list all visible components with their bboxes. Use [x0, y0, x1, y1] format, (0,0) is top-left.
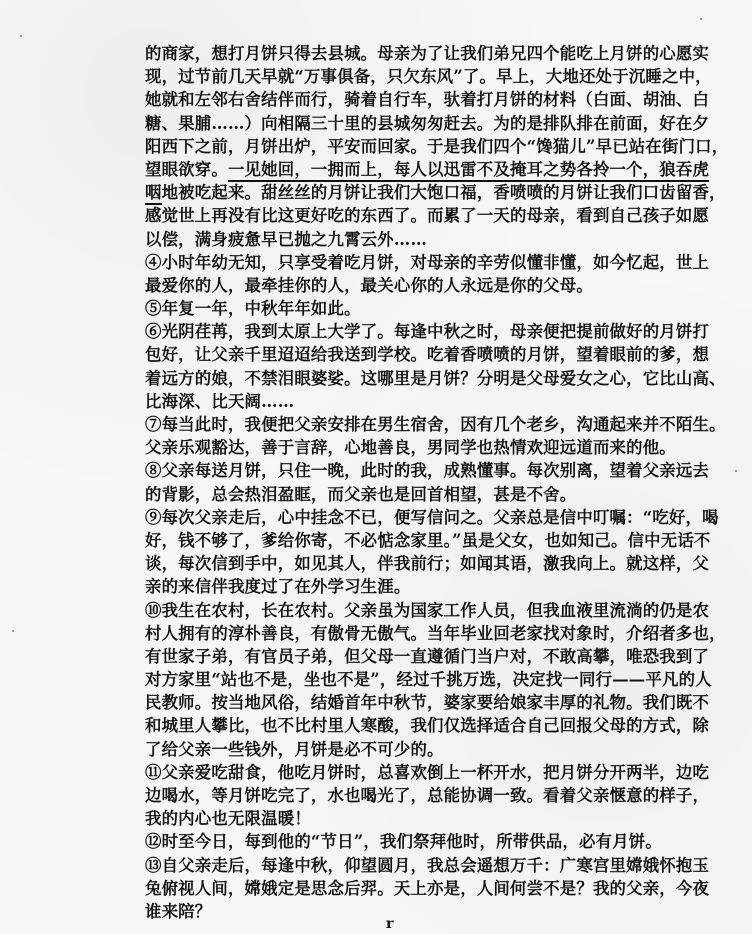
text-line: 糖、果脯……）向相隔三十里的县城匆匆赶去。为的是排队排在前面，好在夕: [145, 113, 710, 133]
text-line: 着远方的娘，不禁泪眼婆娑。这哪里是月饼？分明是父母爱女之心，它比山高、: [145, 368, 726, 388]
text-fragment: 望眼欲穿。: [145, 159, 228, 179]
text-line: [145, 181, 726, 204]
text-line: 以偿，满身疲惫早已抛之九霄云外……: [145, 229, 428, 249]
text-fragment: 地被吃起来。甜丝丝的月饼让我们大饱口福，香喷喷的月饼让我们口齿留香，: [161, 183, 726, 203]
text-line: ⑫时至今日，每到他的“节日”，我们祭拜他时，所带供品，必有月饼。: [145, 832, 662, 852]
underlined-sentence-end: 咽: [145, 183, 162, 205]
text-line: ⑦每当此时，我便把父亲安排在男生宿舍，因有几个老乡，沟通起来并不陌生。: [145, 415, 726, 434]
text-line: [145, 158, 710, 181]
text-line: 父亲乐观豁达，善于言辞，心地善良，男同学也热情欢迎远道而来的他。: [145, 438, 676, 458]
text-line: ⑨每次父亲走后，心中挂念不已，便写信问之。父亲总是信中叮嘱：“吃好，喝: [145, 507, 719, 527]
article-text: [145, 42, 729, 923]
text-line: ⑤年复一年，中秋年年如此。: [145, 299, 361, 319]
text-line: 和城里人攀比，也不比村里人寒酸，我们仅选择适合自己回报父母的方式，除: [145, 716, 710, 736]
text-line: 亲的来信伴我度过了在外学习生涯。: [145, 577, 411, 597]
page-number: r: [386, 916, 394, 932]
scan-speck: [735, 470, 737, 472]
text-line: 的商家，想打月饼只得去县城。母亲为了让我们弟兄四个能吃上月饼的心愿实: [145, 44, 710, 63]
text-line: ④小时年幼无知，只享受着吃月饼，对母亲的辛劳似懂非懂，如今忆起，世上: [145, 252, 710, 272]
text-line: 的背影，总会热泪盈眶，而父亲也是回首相望，甚是不舍。: [145, 484, 577, 504]
text-line: ⑥光阴荏苒，我到太原上大学了。每逢中秋之时，母亲便把提前做好的月饼打: [145, 322, 710, 342]
underlined-sentence: 一见她回，一拥而上，每人以迅雷不及掩耳之势各拎一个，狼吞虎: [228, 160, 709, 182]
text-line: 了给父亲一些钱外，月饼是必不可少的。: [145, 739, 444, 759]
text-line: 感觉世上再没有比这更好吃的东西了。而累了一天的母亲，看到自己孩子如愿: [145, 206, 710, 226]
text-line: 我的内心也无限温暖！: [145, 809, 311, 829]
text-line: 民教师。按当地风俗，结婚首年中秋节，婆家要给娘家丰厚的礼物。我们既不: [145, 693, 710, 713]
text-line: 阳西下之前，月饼出炉，平安而回家。于是我们四个“馋猫儿”早已站在街门口，: [145, 136, 729, 156]
text-line: ⑧父亲每送月饼，只住一晚，此时的我，成熟懂事。每次别离，望着父亲远去: [145, 461, 710, 481]
text-line: 包好，让父亲千里迢迢给我送到学校。吃着香喷喷的月饼，望着眼前的爹，想: [145, 345, 710, 365]
text-line: 最爱你的人，最牵挂你的人，最关心你的人永远是你的父母。: [145, 275, 593, 295]
text-line: 现，过节前几天早就“万事俱备，只欠东风”了。早上，大地还处于沉睡之中，: [145, 67, 712, 87]
text-line: 村人拥有的淳朴善良，有傲骨无傲气。当年毕业回老家找对象时，介绍者多也，: [145, 623, 726, 643]
scan-speck: [700, 18, 702, 20]
text-line: 她就和左邻右舍结伴而行，骑着自行车，驮着打月饼的材料（白面、胡油、白: [145, 90, 710, 110]
text-line: 有世家子弟，有官员子弟，但父母一直遵循门当户对，不敢高攀，唯恐我到了: [145, 646, 710, 666]
scan-speck: [12, 630, 14, 632]
text-line: 好，钱不够了，爹给你寄，不必惦念家里。”虽是父女，也如知己。信中无话不: [145, 530, 711, 550]
text-line: 兔俯视人间，嫦娥定是思念后羿。天上亦是，人间何尝不是？我的父亲，今夜: [145, 878, 710, 898]
text-line: 谁来陪？: [145, 901, 212, 921]
scan-speck: [20, 35, 22, 37]
text-line: ⑩我生在农村，长在农村。父亲虽为国家工作人员，但我血液里流淌的仍是农: [145, 600, 710, 620]
text-line: ⑪父亲爱吃甜食，他吃月饼时，总喜欢倒上一杯开水，把月饼分开两半，边吃: [145, 762, 710, 782]
text-line: 对方家里“站也不是，坐也不是”，经过千挑万选，决定找一同行——平凡的人: [145, 670, 712, 690]
text-line: ⑬自父亲走后，每逢中秋，仰望圆月，我总会遥想万千：广寒宫里嫦娥怀抱玉: [145, 855, 710, 875]
text-line: 谈，每次信到手中，如见其人，伴我前行；如闻其语，激我向上。就这样，父: [145, 554, 710, 574]
text-line: 比海深、比天阔……: [145, 391, 295, 411]
text-line: 边喝水，等月饼吃完了，水也喝光了，总能协调一致。看着父亲惬意的样子，: [145, 786, 710, 805]
